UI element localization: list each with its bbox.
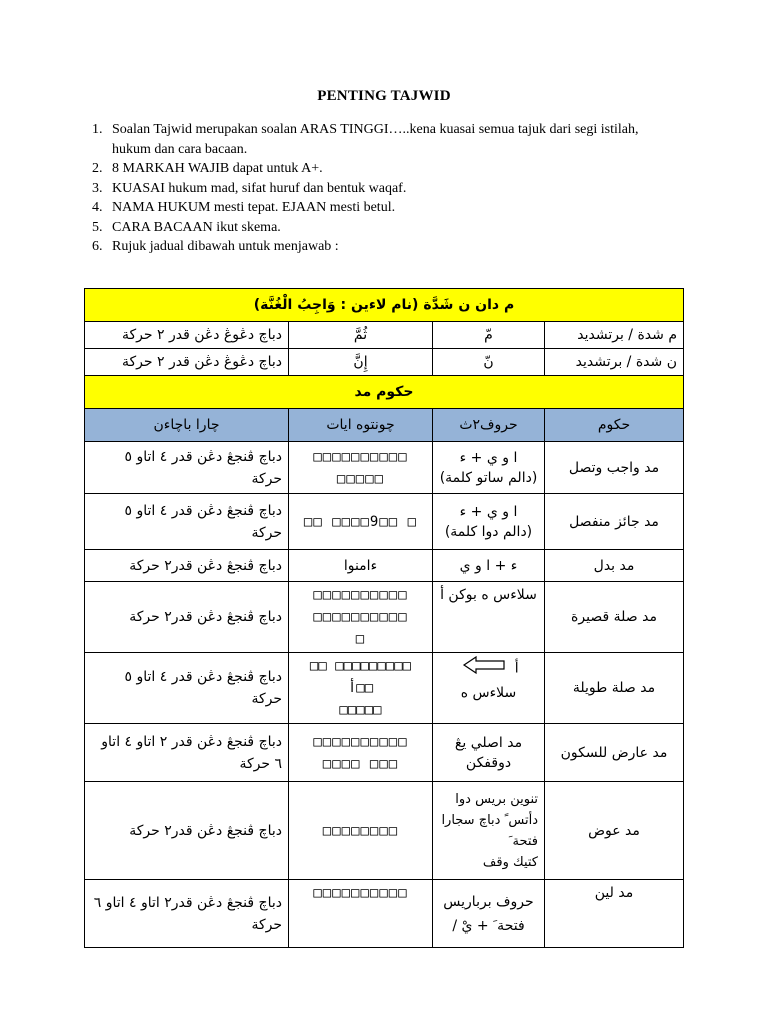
cara-cell: دباچ ڤنجڠ دڠن قدر ٢ اتاو ٤ اتاو ٦ حركة <box>85 724 289 782</box>
column-header-hukum: حكوم <box>545 409 684 442</box>
contoh-cell: ثُمَّ <box>289 322 433 349</box>
huruf-cell: تنوين بريس دوا دأتس ً دباچ سجارا فتحة َ كتيك وقف <box>433 782 545 880</box>
mad-header: حكوم مد <box>85 376 684 409</box>
hukum-cell: مد عوض <box>545 782 684 880</box>
column-header-contoh: چونتوه ايات <box>289 409 433 442</box>
contoh-cell: ءامنوا <box>289 550 433 582</box>
contoh-cell: □□□□□□□□□□ □□□□ □□□ <box>289 724 433 782</box>
table-row <box>85 550 684 582</box>
table-row <box>85 349 684 376</box>
huruf-cell: سلاءس ه بوكن أ <box>433 582 545 653</box>
column-header-huruf: حروف٢ث <box>433 409 545 442</box>
hukum-cell: م شدة / برتشديد <box>545 322 684 349</box>
cara-cell: دباچ ڤنجڠ دڠن قدر٢ حركة <box>85 582 289 653</box>
cara-cell: دباچ ڤنجڠ دڠن قدر ٤ اتاو ٥ حركة <box>85 653 289 724</box>
note-item: 4. NAMA HUKUM mesti tepat. EJAAN mesti betul. <box>92 200 396 215</box>
hukum-cell: ن شدة / برتشديد <box>545 349 684 376</box>
table-row <box>85 782 684 880</box>
contoh-cell: □□ □□□□□□□□□ أ□□ □□□□□ <box>289 653 433 724</box>
table-row <box>85 494 684 550</box>
hukum-cell: مد جائز منفصل <box>545 494 684 550</box>
column-header-cara: چارا باچاءن <box>85 409 289 442</box>
table-row <box>85 880 684 948</box>
contoh-cell: □□□□□□□□□□ □□□□□□□□□□ □ <box>289 582 433 653</box>
hukum-cell: مد صلة قصيرة <box>545 582 684 653</box>
contoh-cell: □□ □□□□9□□ □ <box>289 494 433 550</box>
table-row <box>85 442 684 494</box>
cara-cell: دباچ ڤنجڠ دڠن قدر ٤ اتاو ٥ حركة <box>85 442 289 494</box>
note-item: 3. KUASAI hukum mad, sifat huruf dan bentuk waqaf. <box>92 180 407 196</box>
tajwid-table <box>84 288 684 948</box>
huruf-cell: حروف برباريس فتحة َ + يْ / <box>433 880 545 948</box>
cara-cell: دباچ ڤنجڠ دڠن قدر ٤ اتاو ٥ حركة <box>85 494 289 550</box>
hukum-cell: مد لين <box>545 880 684 948</box>
huruf-cell <box>433 653 545 724</box>
huruf-cell: مد اصلي يڠ دوقفكن <box>433 724 545 782</box>
table-row <box>85 582 684 653</box>
left-arrow-icon <box>462 655 506 682</box>
column-header-row <box>85 409 684 442</box>
table-row <box>85 724 684 782</box>
cara-cell: دباچ ڤنجڠ دڠن قدر٢ حركة <box>85 550 289 582</box>
document-title: PENTING TAJWID <box>317 88 451 104</box>
note-item: 5. CARA BACAAN ikut skema. <box>92 219 281 235</box>
hukum-cell: مد عارض للسكون <box>545 724 684 782</box>
table-row <box>85 653 684 724</box>
cara-cell: دباچ دڠوڠ دڠن قدر ٢ حركة <box>85 322 289 349</box>
note-item: 1. Soalan Tajwid merupakan soalan ARAS TINGGI…..kena kuasai semua tajuk dari segi istilah, hukum dan cara bacaan. <box>92 122 639 157</box>
contoh-cell: □□□□□□□□ <box>289 782 433 880</box>
contoh-cell: إِنَّ <box>289 349 433 376</box>
huruf-post: أ <box>514 660 519 677</box>
huruf-cell: ا و ي + ء (دالم دوا كلمة) <box>433 494 545 550</box>
note-item: 6. Rujuk jadual dibawah untuk menjawab : <box>92 239 339 254</box>
notes-list <box>92 120 662 257</box>
hukum-cell: مد صلة طويلة <box>545 653 684 724</box>
hukum-cell: مد واجب وتصل <box>545 442 684 494</box>
table-row <box>85 322 684 349</box>
huruf-pre: سلاءس ه <box>460 685 517 701</box>
huruf-cell: مّ <box>433 322 545 349</box>
cara-cell: دباچ ڤنجڠ دڠن قدر٢ اتاو ٤ اتاو ٦ حركة <box>85 880 289 948</box>
hukum-cell: مد بدل <box>545 550 684 582</box>
contoh-cell: □□□□□□□□□□ <box>289 880 433 948</box>
note-item: 2. 8 MARKAH WAJIB dapat untuk A+. <box>92 161 323 176</box>
contoh-cell: □□□□□□□□□□ □□□□□ <box>289 442 433 494</box>
huruf-cell: ا و ي + ء (دالم ساتو كلمة) <box>433 442 545 494</box>
cara-cell: دباچ ڤنجڠ دڠن قدر٢ حركة <box>85 782 289 880</box>
ghunnah-header: م دان ن شَدَّة (نام لاءين : وَاجِبُ الْغُنَّة) <box>85 289 684 322</box>
huruf-cell: ء + ا و ي <box>433 550 545 582</box>
huruf-cell: نّ <box>433 349 545 376</box>
cara-cell: دباچ دڠوڠ دڠن قدر ٢ حركة <box>85 349 289 376</box>
